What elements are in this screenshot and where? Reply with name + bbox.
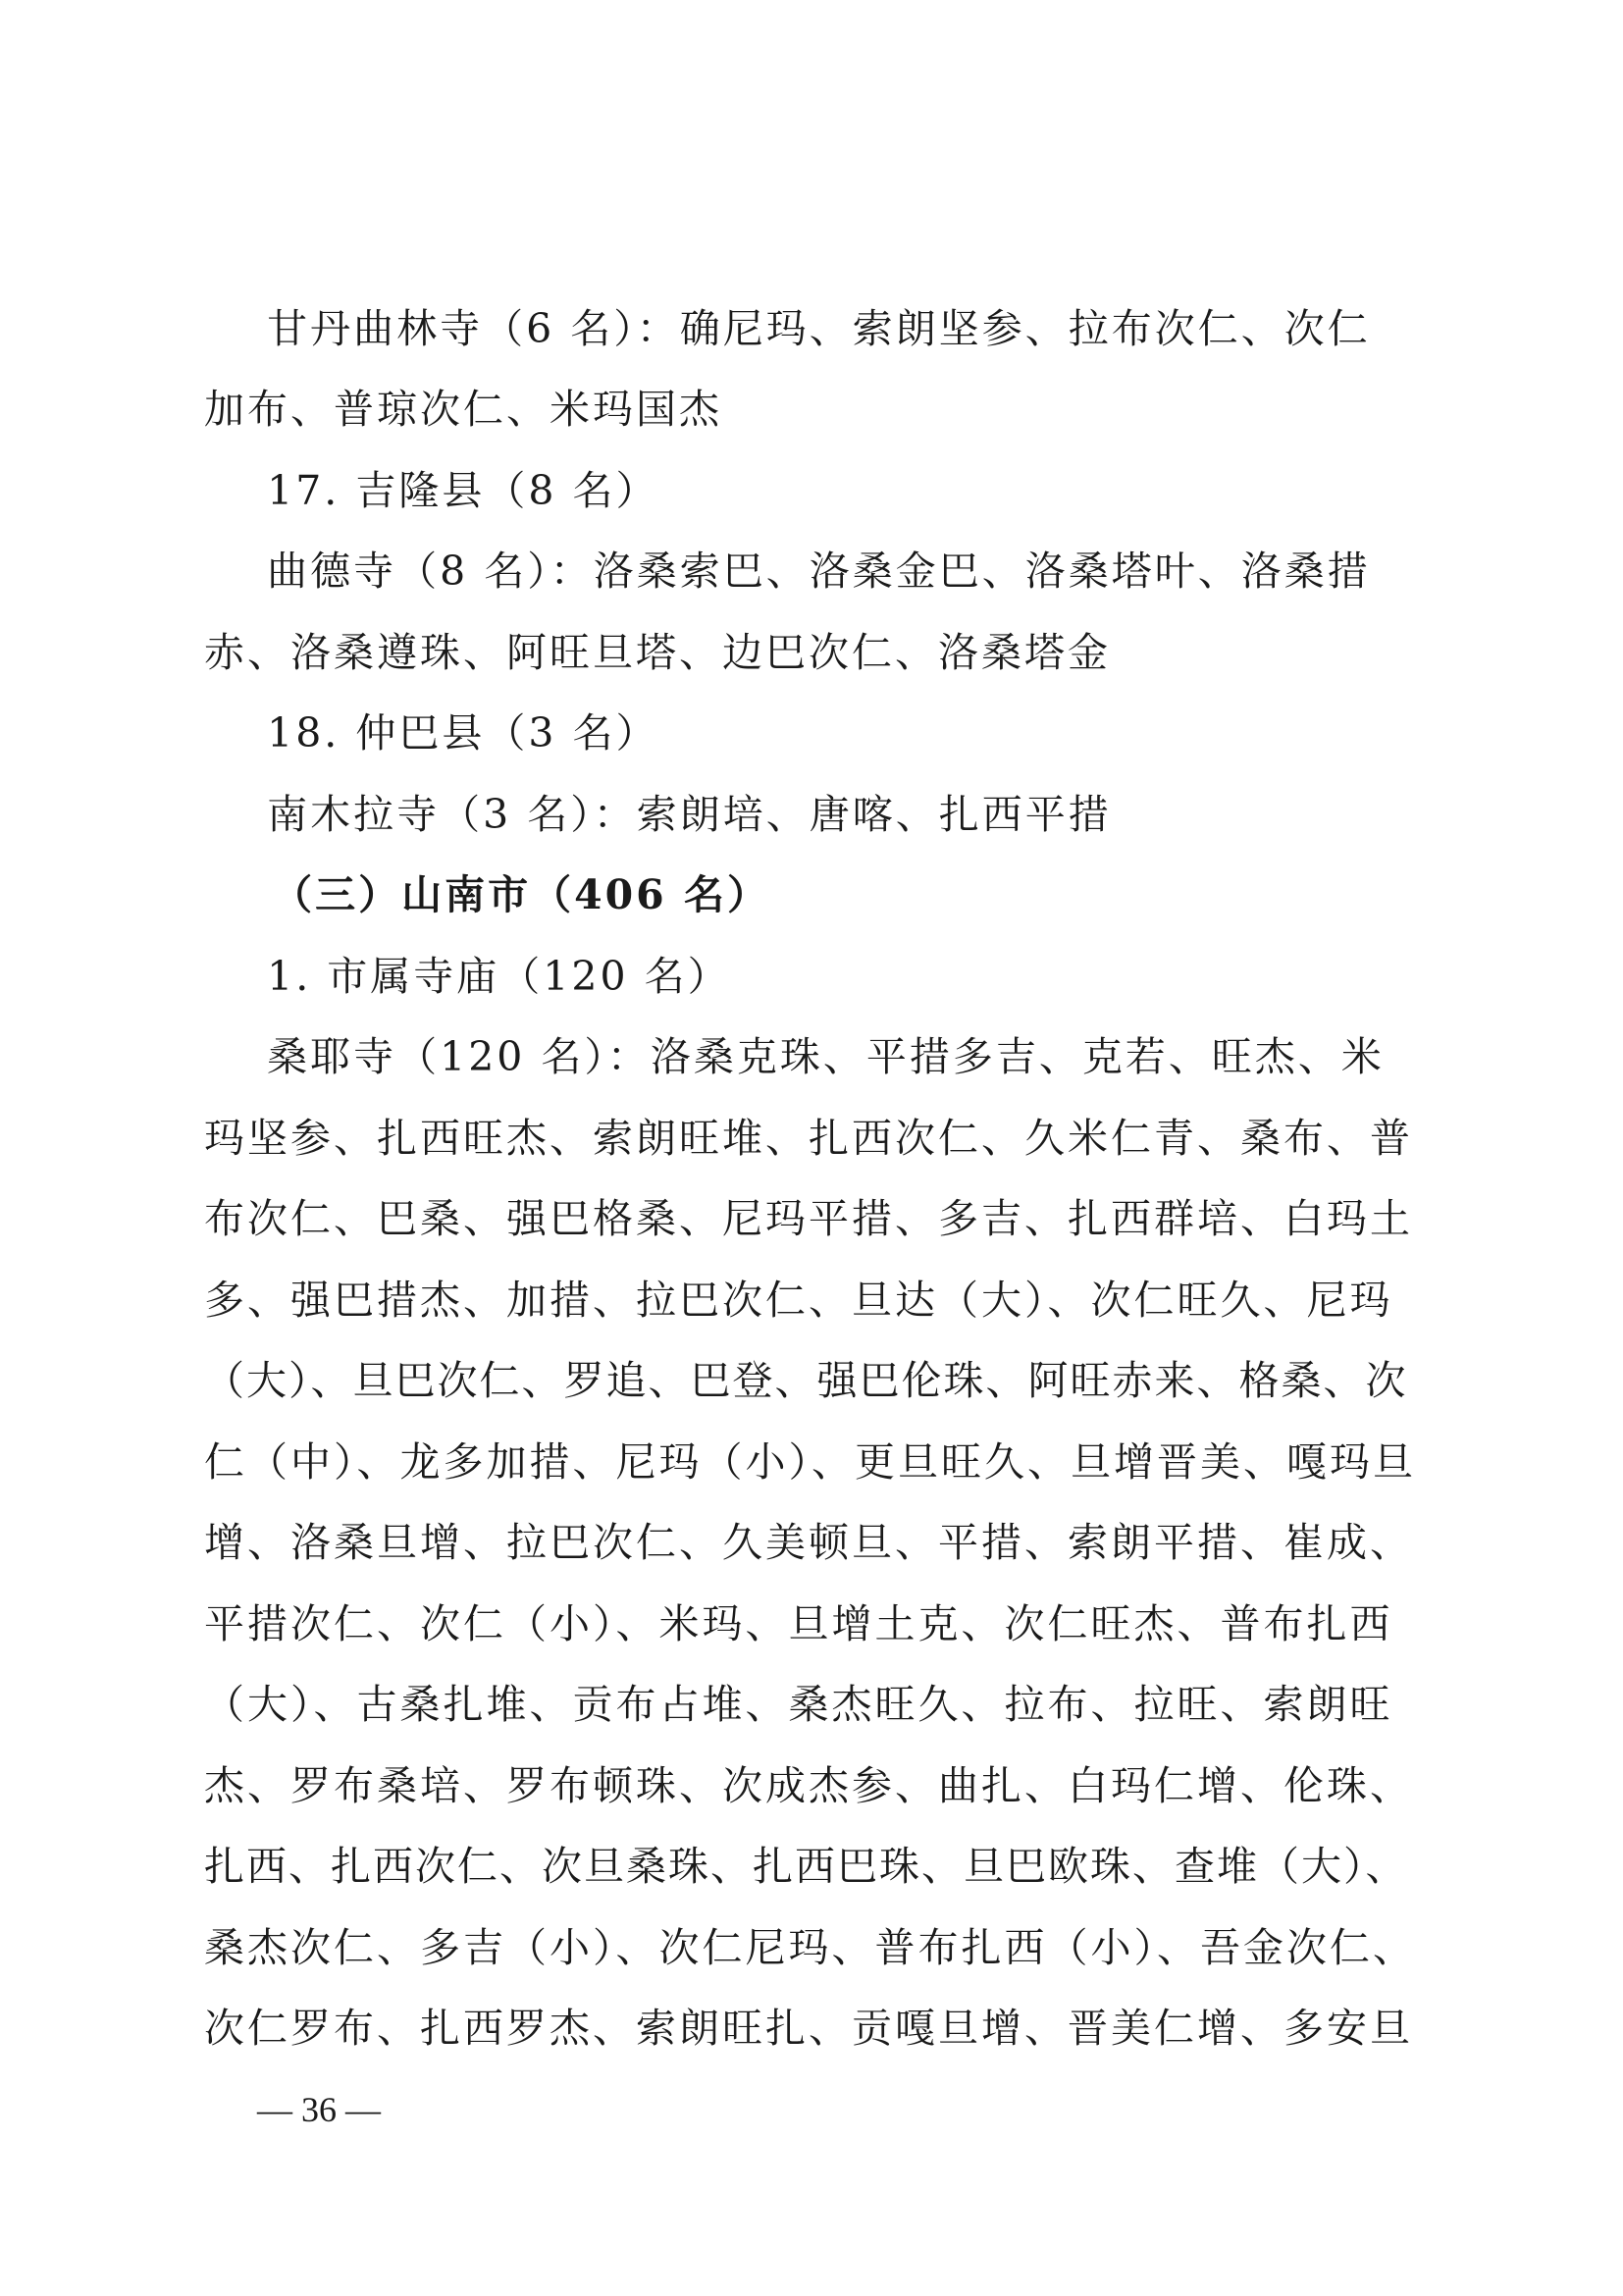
text-line: 桑杰次仁、多吉（小）、次仁尼玛、普布扎西（小）、吾金次仁、: [204, 1924, 1416, 1971]
page-number: — 36 —: [257, 2090, 381, 2129]
text-line: 南木拉寺（3 名）：索朗培、唐喀、扎西平措: [204, 791, 1112, 838]
section-heading: 18. 仲巴县（3 名）: [204, 709, 659, 757]
text-line: 仁（中）、龙多加措、尼玛（小）、更旦旺久、旦增晋美、嘎玛旦: [204, 1438, 1416, 1486]
section-heading: 17. 吉隆县（8 名）: [204, 467, 659, 514]
text-line: 次仁罗布、扎西罗杰、索朗旺扎、贡嘎旦增、晋美仁增、多安旦: [204, 2005, 1413, 2052]
section-heading: （三）山南市（406 名）: [204, 871, 770, 918]
text-line: 增、洛桑旦增、拉巴次仁、久美顿旦、平措、索朗平措、崔成、: [204, 1519, 1413, 1566]
text-line: 多、强巴措杰、加措、拉巴次仁、旦达（大）、次仁旺久、尼玛: [204, 1277, 1393, 1324]
text-line: （大）、古桑扎堆、贡布占堆、桑杰旺久、拉布、拉旺、索朗旺: [204, 1681, 1393, 1728]
text-line: 赤、洛桑遵珠、阿旺旦塔、边巴次仁、洛桑塔金: [204, 629, 1111, 676]
text-line: 玛坚参、扎西旺杰、索朗旺堆、扎西次仁、久米仁青、桑布、普: [204, 1115, 1413, 1162]
text-line: 平措次仁、次仁（小）、米玛、旦增土克、次仁旺杰、普布扎西: [204, 1600, 1393, 1647]
text-line: 杰、罗布桑培、罗布顿珠、次成杰参、曲扎、白玛仁增、伦珠、: [204, 1762, 1413, 1809]
text-line: 曲德寺（8 名）：洛桑索巴、洛桑金巴、洛桑塔叶、洛桑措: [204, 548, 1371, 595]
section-heading: 1. 市属寺庙（120 名）: [204, 953, 731, 1000]
text-line: 扎西、扎西次仁、次旦桑珠、扎西巴珠、旦巴欧珠、查堆（大）、: [204, 1843, 1408, 1890]
text-line: （大）、旦巴次仁、罗追、巴登、强巴伦珠、阿旺赤来、格桑、次: [204, 1357, 1408, 1404]
text-line: 桑耶寺（120 名）：洛桑克珠、平措多吉、克若、旺杰、米: [204, 1033, 1385, 1080]
text-line: 加布、普琼次仁、米玛国杰: [204, 386, 722, 433]
text-line: 布次仁、巴桑、强巴格桑、尼玛平措、多吉、扎西群培、白玛土: [204, 1195, 1413, 1242]
text-line: 甘丹曲林寺（6 名）：确尼玛、索朗坚参、拉布次仁、次仁: [204, 305, 1371, 352]
